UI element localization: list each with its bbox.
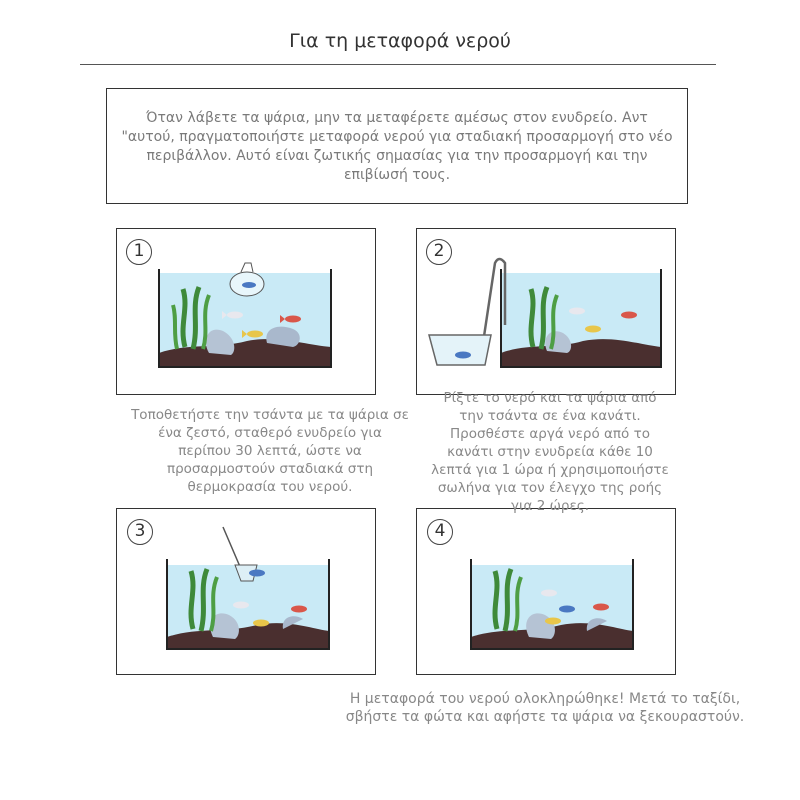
page-title: Για τη μεταφορά νερού xyxy=(289,30,511,52)
step-number-badge: 4 xyxy=(427,519,453,545)
step-2-panel xyxy=(416,228,676,395)
step-4-illustration xyxy=(417,509,675,674)
step-1-caption: Τοποθετήστε την τσάντα με τα ψάρια σε ένα ζεστό, σταθερό ενυδρείο για περίπου 30 λεπτά, ώστε να προσαρμοστούν σταδιακά στη θερμοκρασία του νερού. xyxy=(131,407,409,495)
step-2-caption: Ρίξτε το νερό και τα ψάρια από την τσάντα σε ένα κανάτι. Προσθέστε αργά νερό από το κανάτι στην ενυδρεία κάθε 10 λεπτά για 1 ώρα ή χρησιμοποιήστε σωλήνα για τον έλεγχο της ροής για 2 ώρες. xyxy=(431,390,669,514)
step-3-panel xyxy=(116,508,376,675)
intro-box xyxy=(106,88,688,204)
title-divider xyxy=(80,64,716,65)
step-2-illustration xyxy=(417,229,675,394)
step-4-caption: Η μεταφορά του νερού ολοκληρώθηκε! Μετά το ταξίδι, σβήστε τα φώτα και αφήστε τα ψάρια να ξεκουραστούν. xyxy=(345,691,745,725)
step-number-badge: 3 xyxy=(127,519,153,545)
step-number-badge: 2 xyxy=(426,239,452,265)
step-number-badge: 1 xyxy=(126,239,152,265)
step-1-illustration xyxy=(117,229,375,394)
intro-text: Όταν λάβετε τα ψάρια, μην τα μεταφέρετε αμέσως στον ενυδρείο. Αντ "αυτού, πραγματοποιήστε μεταφορά νερού για σταδιακή προσαρμογή στο νέο περιβάλλον. Αυτό είναι ζωτικής σημασίας για την προσαρμογή και την επιβίωσή τους. xyxy=(121,110,673,183)
step-3-illustration xyxy=(117,509,375,674)
step-4-panel xyxy=(416,508,676,675)
step-1-panel xyxy=(116,228,376,395)
